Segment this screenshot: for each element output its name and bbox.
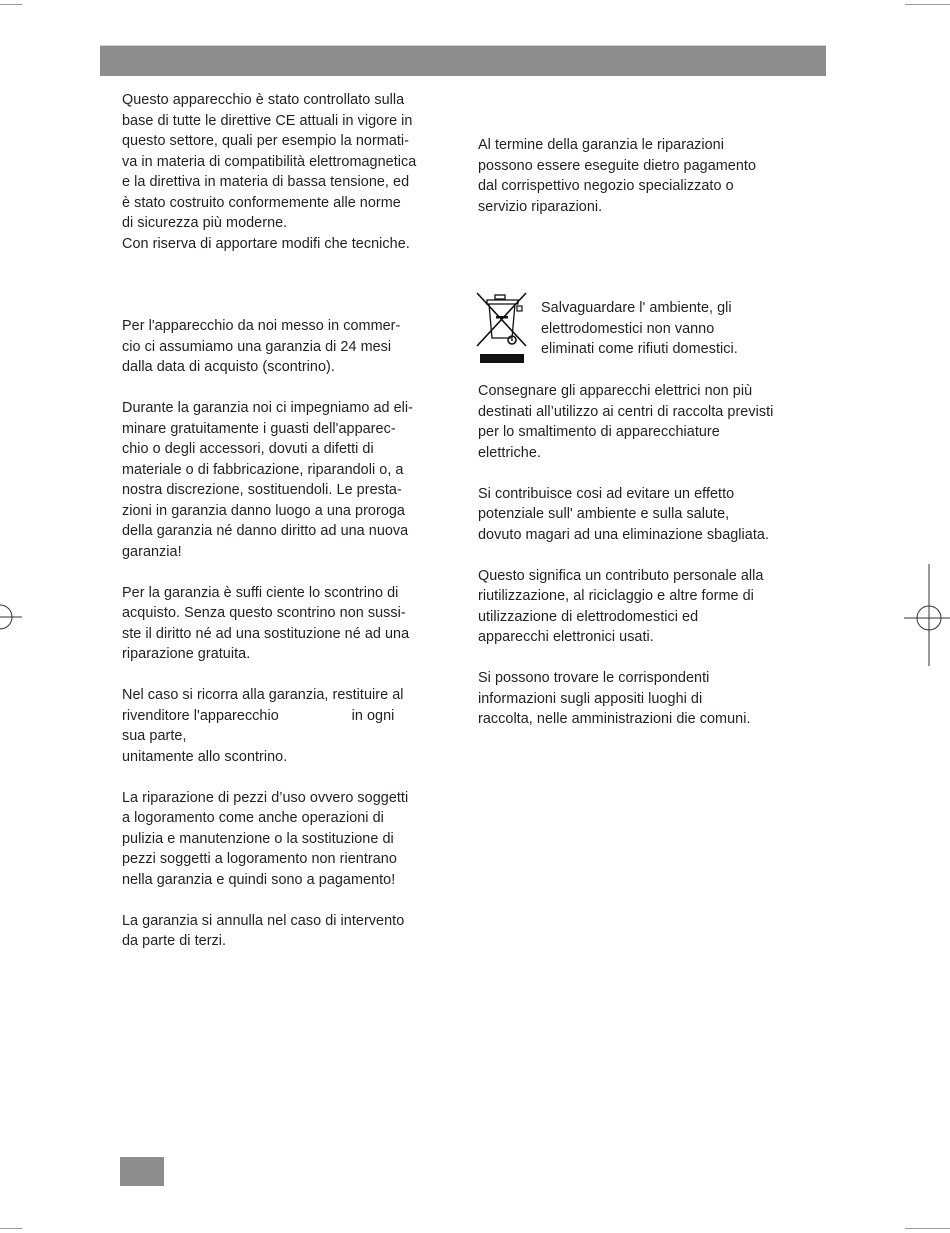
text-line: elettrodomestici non vanno xyxy=(541,320,715,337)
warranty-paragraph xyxy=(122,583,413,665)
text-line: cio ci assumiamo una garanzia di 24 mesi xyxy=(122,338,392,355)
crop-mark-bottom-left xyxy=(0,1228,22,1229)
section-header-bar xyxy=(100,45,826,76)
text-line: utilizzazione di elettrodomestici ed xyxy=(478,608,699,625)
text-line: zioni in garanzia danno luogo a una proroga xyxy=(122,502,405,519)
text-line: riparazione gratuita. xyxy=(122,646,251,662)
text-line: Con riserva di apportare modifi che tecniche. xyxy=(122,235,410,252)
registration-mark-right-icon xyxy=(900,564,950,666)
warranty-section xyxy=(122,316,413,952)
text-line: riutilizzazione, al riciclaggio e altre forme di xyxy=(478,588,754,604)
warranty-paragraph xyxy=(122,398,413,562)
text-line: ste il diritto né ad una sostituzione né ad una xyxy=(122,625,410,642)
text-line: La riparazione di pezzi d’uso ovvero soggetti xyxy=(122,789,409,806)
text-line: rivenditore l'apparecchio in ogni xyxy=(122,707,395,724)
text-line: raccolta, nelle amministrazioni die comuni. xyxy=(478,711,751,727)
crossed-out-wheelie-bin-icon xyxy=(474,290,530,366)
text-line: pulizia e manutenzione o la sostituzione di xyxy=(122,830,394,847)
text-line: servizio riparazioni. xyxy=(478,198,603,215)
text-line: sua parte, xyxy=(122,728,187,744)
text-line: materiale o di fabbricazione, riparandoli o, a xyxy=(122,461,404,478)
text-line: è stato costruito conformemente alle norme xyxy=(122,194,401,211)
weee-notice xyxy=(541,298,738,360)
text-line: Si contribuisce cosi ad evitare un effetto xyxy=(478,485,735,502)
disposal-paragraph xyxy=(478,566,773,648)
page-number-tab xyxy=(120,1157,164,1186)
text-line: a logoramento come anche operazioni di xyxy=(122,810,384,826)
text-line: va in materia di compatibilità elettromagnetica xyxy=(122,153,417,170)
text-line: acquisto. Senza questo scontrino non sussi- xyxy=(122,605,406,621)
text-line: nella garanzia e quindi sono a pagamento! xyxy=(122,871,396,888)
text-line: chio o degli accessori, dovuti a difetti di xyxy=(122,441,374,457)
text-line: dalla data di acquisto (scontrino). xyxy=(122,359,335,375)
text-line: pezzi soggetti a logoramento non rientrano xyxy=(122,851,397,867)
text-line: eliminati come rifiuti domestici. xyxy=(541,341,738,357)
text-line: Durante la garanzia noi ci impegniamo ad eli- xyxy=(122,400,414,416)
text-line: minare gratuitamente i guasti dell'apparec- xyxy=(122,420,396,437)
text-line: unitamente allo scontrino. xyxy=(122,748,288,765)
registration-mark-left-icon xyxy=(0,600,24,636)
warranty-paragraph xyxy=(122,911,413,952)
warranty-paragraph xyxy=(122,788,413,891)
text-line: possono essere eseguite dietro pagamento xyxy=(478,157,757,174)
warranty-paragraph xyxy=(122,316,413,378)
crop-mark-top-right xyxy=(905,4,950,5)
text-line: Per la garanzia è suffi ciente lo scontrino di xyxy=(122,584,399,601)
disposal-paragraph xyxy=(478,668,773,730)
conformity-notice xyxy=(122,90,416,254)
text-line: Nel caso si ricorra alla garanzia, restituire al xyxy=(122,687,404,703)
text-line: elettriche. xyxy=(478,444,541,461)
text-line: base di tutte le direttive CE attuali in vigore in xyxy=(122,112,413,129)
post-warranty-repairs xyxy=(478,135,756,217)
text-line: nostra discrezione, sostituendoli. Le presta- xyxy=(122,482,402,498)
text-line: La garanzia si annulla nel caso di intervento xyxy=(122,912,405,929)
text-line: potenziale sull' ambiente e sulla salute, xyxy=(478,506,730,522)
text-line: Questo apparecchio è stato controllato sulla xyxy=(122,92,405,108)
text-line: questo settore, quali per esempio la normati- xyxy=(122,133,410,149)
text-line: e la direttiva in materia di bassa tensione, ed xyxy=(122,174,410,190)
text-line: per lo smaltimento di apparecchiature xyxy=(478,424,720,440)
text-line: della garanzia né danno diritto ad una nuova xyxy=(122,523,409,539)
text-line: dovuto magari ad una eliminazione sbagliata. xyxy=(478,526,769,543)
text-line: da parte di terzi. xyxy=(122,933,227,949)
text-line: informazioni sugli appositi luoghi di xyxy=(478,690,703,707)
text-line: apparecchi elettronici usati. xyxy=(478,629,654,645)
text-line: Consegnare gli apparecchi elettrici non più xyxy=(478,383,753,399)
text-line: garanzia! xyxy=(122,543,182,560)
text-line: destinati all’utilizzo ai centri di raccolta previsti xyxy=(478,403,774,420)
conformity-paragraph xyxy=(122,90,416,254)
crop-mark-bottom-right xyxy=(905,1228,950,1229)
weee-notice-paragraph xyxy=(541,298,738,360)
text-line: Al termine della garanzia le riparazioni xyxy=(478,137,724,153)
text-line: di sicurezza più moderne. xyxy=(122,215,288,231)
text-line: dal corrispettivo negozio specializzato o xyxy=(478,178,734,194)
disposal-section xyxy=(478,381,773,730)
warranty-paragraph xyxy=(122,685,413,767)
text-line: Questo significa un contributo personale alla xyxy=(478,567,764,584)
text-line: Si possono trovare le corrispondenti xyxy=(478,670,710,686)
post-warranty-paragraph xyxy=(478,135,756,217)
text-line: Per l'apparecchio da noi messo in commer- xyxy=(122,318,401,334)
crop-mark-top-left xyxy=(0,4,22,5)
disposal-paragraph xyxy=(478,381,773,463)
text-line: Salvaguardare l' ambiente, gli xyxy=(541,300,732,316)
disposal-paragraph xyxy=(478,484,773,546)
